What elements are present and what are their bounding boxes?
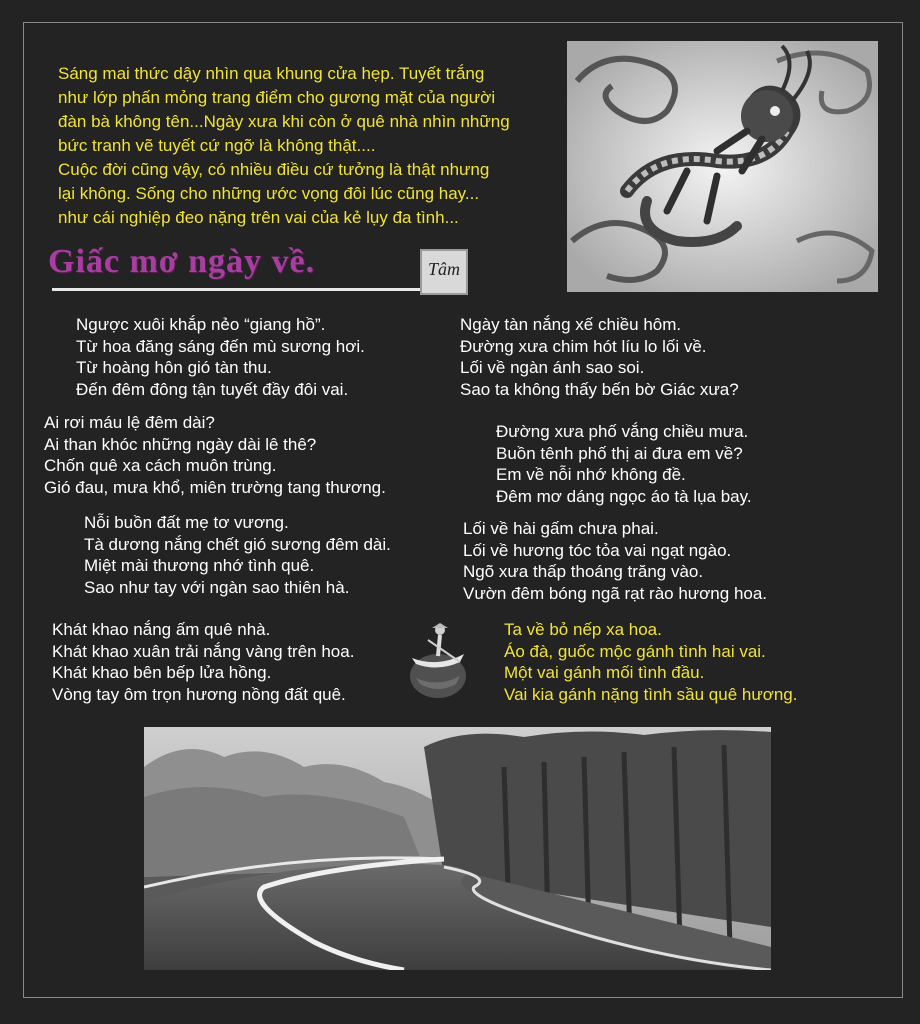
stanza-right-3 bbox=[463, 518, 767, 604]
boat-rower-illustration bbox=[408, 618, 468, 704]
poem-line: Vòng tay ôm trọn hương nồng đất quê. bbox=[52, 684, 346, 704]
poem-line: Ai rơi máu lệ đêm dài? bbox=[44, 413, 215, 432]
poem-line: Áo đà, guốc mộc gánh tình hai vai. bbox=[504, 641, 766, 661]
stanza-left-4 bbox=[52, 619, 354, 705]
poem-line: Đêm mơ dáng ngọc áo tà lụa bay. bbox=[496, 486, 752, 506]
poem-line: Đường xưa phố vắng chiều mưa. bbox=[496, 422, 749, 441]
poem-line: Em về nỗi nhớ không đề. bbox=[496, 465, 686, 484]
poem-line: Tà dương nắng chết gió sương đêm dài. bbox=[84, 534, 391, 554]
intro-paragraph bbox=[58, 62, 568, 230]
poem-line: Ta về bỏ nếp xa hoa. bbox=[504, 620, 662, 639]
intro-line: bức tranh vẽ tuyết cứ ngỡ là không thật.... bbox=[58, 136, 376, 155]
stanza-right-2 bbox=[496, 421, 752, 507]
poem-line: Đường xưa chim hót líu lo lối về. bbox=[460, 336, 707, 356]
poem-line: Một vai gánh mối tình đầu. bbox=[504, 663, 705, 682]
poem-line: Sao ta không thấy bến bờ Giác xưa? bbox=[460, 379, 739, 399]
dragon-illustration bbox=[567, 41, 878, 292]
poem-line: Khát khao xuân trải nắng vàng trên hoa. bbox=[52, 641, 355, 661]
intro-line: như cái nghiệp đeo nặng trên vai của kẻ lụy đa tình... bbox=[58, 208, 459, 227]
title-underline bbox=[52, 288, 420, 291]
poem-line: Vườn đêm bóng ngã rạt rào hương hoa. bbox=[463, 583, 768, 603]
intro-line: như lớp phấn mỏng trang điểm cho gương mặt của người bbox=[58, 88, 496, 107]
intro-line: Sáng mai thức dậy nhìn qua khung cửa hẹp. Tuyết trắng bbox=[58, 64, 485, 83]
stanza-right-4 bbox=[504, 619, 797, 705]
signature-stamp bbox=[420, 249, 468, 295]
poem-line: Chốn quê xa cách muôn trùng. bbox=[44, 456, 277, 475]
poem-line: Ngõ xưa thấp thoáng trăng vào. bbox=[463, 562, 704, 581]
poem-line: Lối về hài gấm chưa phai. bbox=[463, 519, 659, 538]
poem-line: Đến đêm đông tận tuyết đầy đôi vai. bbox=[76, 379, 349, 399]
signature-text: Tâm bbox=[428, 259, 461, 279]
poem-line: Nỗi buồn đất mẹ tơ vương. bbox=[84, 513, 289, 532]
poem-line: Từ hoa đăng sáng đến mù sương hơi. bbox=[76, 336, 365, 356]
stanza-left-1 bbox=[76, 314, 365, 400]
intro-line: lại không. Sống cho những ước vọng đôi lúc cũng hay... bbox=[58, 184, 480, 203]
stanza-left-3 bbox=[84, 512, 391, 598]
poem-line: Ngược xuôi khắp nẻo “giang hồ”. bbox=[76, 315, 326, 334]
poem-line: Sao như tay với ngàn sao thiên hà. bbox=[84, 577, 350, 597]
poem-title: Giấc mơ ngày về. bbox=[48, 243, 316, 280]
poem-line: Ngày tàn nắng xế chiều hôm. bbox=[460, 315, 682, 334]
poem-line: Buồn tênh phố thị ai đưa em về? bbox=[496, 443, 743, 463]
poem-line: Ai than khóc những ngày dài lê thê? bbox=[44, 434, 317, 454]
poem-line: Khát khao nắng ấm quê nhà. bbox=[52, 620, 271, 639]
poem-line: Lối về ngàn ánh sao soi. bbox=[460, 358, 645, 377]
intro-line: Cuộc đời cũng vậy, có nhiều điều cứ tưởng là thật nhưng bbox=[58, 160, 490, 179]
poem-line: Miệt mài thương nhớ tình quê. bbox=[84, 556, 315, 575]
poem-line: Gió đau, mưa khổ, miên trường tang thương. bbox=[44, 477, 386, 497]
stanza-right-1 bbox=[460, 314, 739, 400]
poem-line: Vai kia gánh nặng tình sầu quê hương. bbox=[504, 684, 798, 704]
winding-road-photo bbox=[144, 727, 771, 970]
poem-line: Khát khao bên bếp lửa hồng. bbox=[52, 663, 272, 682]
poem-line: Từ hoàng hôn gió tàn thu. bbox=[76, 358, 272, 377]
poem-line: Lối về hương tóc tỏa vai ngạt ngào. bbox=[463, 540, 732, 560]
stanza-left-2 bbox=[44, 412, 386, 498]
intro-line: đàn bà không tên...Ngày xưa khi còn ở quê nhà nhìn những bbox=[58, 112, 510, 131]
